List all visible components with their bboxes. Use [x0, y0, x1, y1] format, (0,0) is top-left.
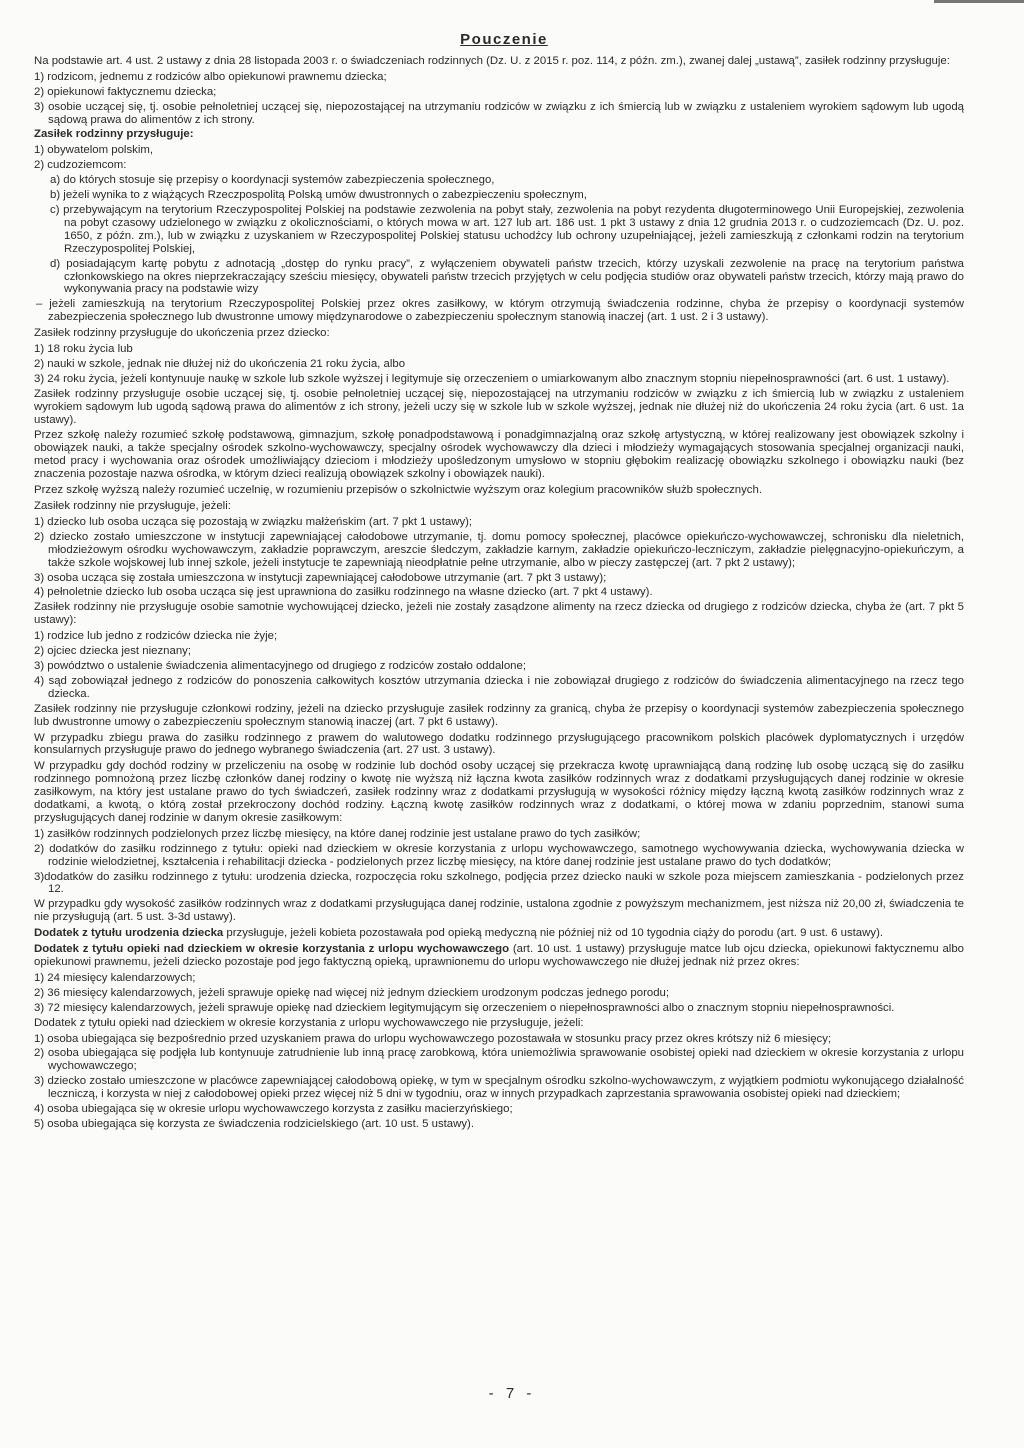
- income-paragraph: W przypadku gdy dochód rodziny w przeliczeniu na osobę w rodzinie lub dochód osoby uczącej się przekracza kwotę uprawniającą daną rodzinę lub osobę uczącą się do zasiłku rodzinnego pomnożoną przez liczbę członków danej rodziny o kwotę nie wyższą niż łączna kwota zasiłków rodzinnych wraz z dodatkami przysługujących danej rodzinie w okresie zasiłkowym, na który jest ustalane prawo do tych świadczeń, zasiłek rodzinny wraz z dodatkami przysługują w wysokości różnicy między łączną kwotą zasiłków rodzinnych wraz z dodatkami, a kwotą, o którą został przekroczony dochód rodziny. Łączną kwotę zasiłków rodzinnych wraz z dodatkami, o której mowa w zdaniu poprzednim, stanowi suma przysługujących danej rodzinie w danym okresie zasiłkowym:: [34, 760, 964, 824]
- not-eligible-item: 4) pełnoletnie dziecko lub osoba ucząca się jest uprawniona do zasiłku rodzinnego na własne dziecko (art. 7 pkt 4 ustawy).: [34, 586, 653, 599]
- single-parent-item: 4) sąd zobowiązał jednego z rodziców do ponoszenia całkowitych kosztów utrzymania dziecka i nie zobowiązał drugiego z rodziców do świadczenia alimentacyjnego na rzecz tego dziecka.: [34, 674, 964, 700]
- leave-not-item: 5) osoba ubiegająca się korzysta ze świadczenia rodzicielskiego (art. 10 ust. 5 ustawy).: [34, 1117, 475, 1130]
- birth-allowance-lead: Dodatek z tytułu urodzenia dziecka: [34, 927, 224, 940]
- intro-item: 1) rodzicom, jednemu z rodziców albo opiekunowi prawnemu dziecka;: [34, 70, 387, 83]
- single-parent-item: 2) ojciec dziecka jest nieznany;: [34, 645, 192, 658]
- page-title: Pouczenie: [460, 31, 548, 48]
- single-parent-item: 1) rodzice lub jedno z rodziców dziecka nie żyje;: [34, 630, 278, 643]
- leave-not-item: 2) osoba ubiegająca się podjęła lub kontynuuje zatrudnienie lub inną pracę zarobkową, która uniemożliwia sprawowanie osobistej opieki nad dzieckiem w okresie korzystania z urlopu wychowawczego;: [34, 1047, 964, 1073]
- foreigner-subitem: b) jeżeli wynika to z wiążących Rzeczpospolitą Polską umów dwustronnych o zabezpieczeniu społecznym,: [50, 189, 587, 202]
- childcare-leave-paragraph: [34, 943, 964, 969]
- not-eligible-item: 1) dziecko lub osoba ucząca się pozostają w związku małżeńskim (art. 7 pkt 1 ustawy);: [34, 515, 473, 528]
- leave-period-item: 2) 36 miesięcy kalendarzowych, jeżeli sprawuje opiekę nad więcej niż jednym dzieckiem urodzonym podczas jednego porodu;: [34, 986, 670, 999]
- eligibility-item: 1) obywatelom polskim,: [34, 144, 154, 157]
- foreigner-subitem: c) przebywającym na terytorium Rzeczypospolitej Polskiej na podstawie zezwolenia na pobyt stały, zezwolenia na pobyt rezydenta długoterminowego Unii Europejskiej, zezwolenia na pobyt czasowy udzielonego w związku z okolicznościami, o których mowa w art. 127 lub art. 186 ust. 1 pkt 3 ustawy z dnia 12 grudnia 2013 r. o cudzoziemcach (Dz. U. poz. 1650, z późn. zm.), lub w związku z uzyskaniem w Rzeczypospolitej Polskiej statusu uchodźcy lub ochrony uzupełniającej, jeżeli zamieszkują z członkami rodzin na terytorium Rzeczypospolitej Polskiej,: [50, 203, 964, 255]
- foreigner-subitem: d) posiadającym kartę pobytu z adnotacją „dostęp do rynku pracy”, z wyłączeniem obywateli państw trzecich, którzy uzyskali zezwolenie na pracę na terytorium państwa członkowskiego na okres nieprzekraczający sześciu miesięcy, obywateli państw trzecich przyjętych w celu podjęcia studiów oraz obywateli państw trzecich, którzy mają prawo do wykonywania pracy na podstawie wizy: [50, 257, 964, 296]
- age-item: 1) 18 roku życia lub: [34, 343, 133, 356]
- leave-period-item: 3) 72 miesięcy kalendarzowych, jeżeli sprawuje opiekę nad dzieckiem legitymującym się orzeczeniem o niepełnosprawności albo o znacznym stopniu niepełnosprawności.: [34, 1001, 895, 1014]
- income-item: 1) zasiłków rodzinnych podzielonych przez liczbę miesięcy, na które danej rodzinie jest ustalane prawo do tych zasiłków;: [34, 827, 641, 840]
- income-item: 3)dodatków do zasiłku rodzinnego z tytułu: urodzenia dziecka, rozpoczęcia roku szkolnego, podjęcia przez dziecko nauki w szkole poza miejscem zamieszkania - podzielonych przez 12.: [34, 870, 964, 896]
- section-heading-eligibility: Zasiłek rodzinny przysługuje:: [34, 128, 194, 141]
- single-parent-item: 3) powództwo o ustalenie świadczenia alimentacyjnego od drugiego z rodziców zostało oddalone;: [34, 659, 526, 672]
- leave-not-heading: Dodatek z tytułu opieki nad dzieckiem w okresie korzystania z urlopu wychowawczego nie przysługuje, jeżeli:: [34, 1016, 584, 1029]
- leave-not-item: 1) osoba ubiegająca się bezpośrednio przed uzyskaniem prawa do urlopu wychowawczego pozostawała w stosunku pracy przez okres krótszy niż 6 miesięcy;: [34, 1032, 832, 1045]
- higher-school-paragraph: Przez szkołę wyższą należy rozumieć uczelnię, w rozumieniu przepisów o szkolnictwie wyższym oraz kolegium pracowników służb społecznych.: [34, 484, 763, 497]
- intro-item: 3) osobie uczącej się, tj. osobie pełnoletniej uczącej się, niepozostającej na utrzymaniu rodziców w związku z ich śmiercią lub w związku z ustaleniem wyrokiem sądowym lub ugodą sądową prawa do alimentów z ich strony.: [34, 100, 964, 126]
- eligibility-item: 2) cudzoziemcom:: [34, 159, 127, 172]
- birth-allowance-paragraph: [34, 927, 964, 940]
- document-page: [34, 26, 964, 1133]
- leave-not-item: 3) dziecko zostało umieszczone w placówce zapewniającej całodobową opiekę, w tym w specjalnym ośrodku szkolno-wychowawczym, z wyjątkiem podmiotu wykonującego działalność leczniczą, i korzysta w niej z całodobowej opieki przez więcej niż 5 dni w tygodniu, oraz w innych przypadkach zaprzestania sprawowania osobistej opieki nad dzieckiem;: [34, 1075, 964, 1101]
- school-definition-paragraph: Przez szkołę należy rozumieć szkołę podstawową, gimnazjum, szkołę ponadpodstawową i ponadgimnazjalną oraz szkołę artystyczną, w której realizowany jest obowiązek szkolny i obowiązek nauki, a także specjalny ośrodek szkolno-wychowawczy, specjalny ośrodek wychowawczy dla dzieci i młodzieży wymagających stosowania specjalnej organizacji nauki, metod pracy i wychowania oraz ośrodek umożliwiający dzieciom i młodzieży upośledzonym umysłowo w stopniu głębokim realizację obowiązku szkolnego i obowiązku nauki (bez znaczenia pozostaje nazwa ośrodka, w którym dzieci realizują obowiązek szkolny i obowiązek nauki).: [34, 429, 964, 481]
- age-item: 2) nauki w szkole, jednak nie dłużej niż do ukończenia 21 roku życia, albo: [34, 357, 406, 370]
- intro-paragraph: Na podstawie art. 4 ust. 2 ustawy z dnia 28 listopada 2003 r. o świadczeniach rodzinnych (Dz. U. z 2015 r. poz. 114, z późn. zm.), zwanej dalej „ustawą”, zasiłek rodzinny przysługuje:: [34, 54, 950, 67]
- scan-edge-mark: [934, 0, 1024, 3]
- abroad-paragraph: Zasiłek rodzinny nie przysługuje członkowi rodziny, jeżeli na dziecko przysługuje zasiłek rodzinny za granicą, chyba że przepisy o koordynacji systemów zabezpieczenia społecznego lub dwustronne umowy o zabezpieczeniu społecznym stanowią inaczej (art. 7 pkt 6 ustawy).: [34, 702, 964, 728]
- minimum-paragraph: W przypadku gdy wysokość zasiłków rodzinnych wraz z dodatkami przysługująca danej rodzinie, ustalona zgodnie z powyższym mechanizmem, jest niższa niż 20,00 zł, świadczenia te nie przysługują (art. 5 ust. 3-3d ustawy).: [34, 898, 964, 924]
- not-eligible-item: 3) osoba ucząca się została umieszczona w instytucji zapewniającej całodobowe utrzymanie (art. 7 pkt 3 ustawy);: [34, 571, 607, 584]
- diplomat-paragraph: W przypadku zbiegu prawa do zasiłku rodzinnego z prawem do walutowego dodatku rodzinnego przysługującego pracownikom polskich placówek dyplomatycznych i urzędów konsularnych przysługuje prawo do jednego wybranego świadczenia (art. 27 ust. 3 ustawy).: [34, 731, 964, 757]
- childcare-leave-text: (art. 10 ust. 1 ustawy) przysługuje matce lub ojcu dziecka, opiekunowi faktycznemu albo opiekunowi prawnemu, jeżeli dziecko pozostaje pod jego faktyczną opieką, uprawnionemu do urlopu wychowawczego nie dłużej jednak niż przez okres:: [34, 943, 965, 968]
- foreigner-subitem: a) do których stosuje się przepisy o koordynacji systemów zabezpieczenia społecznego,: [50, 174, 495, 187]
- leave-not-item: 4) osoba ubiegająca się w okresie urlopu wychowawczego korzysta z zasiłku macierzyńskiego;: [34, 1103, 513, 1116]
- page-number: - 7 -: [488, 1385, 536, 1402]
- leave-period-item: 1) 24 miesięcy kalendarzowych;: [34, 971, 196, 984]
- age-item: 3) 24 roku życia, jeżeli kontynuuje naukę w szkole lub szkole wyższej i legitymuje się orzeczeniem o umiarkowanym albo znacznym stopniu niepełnosprawności (art. 6 ust. 1 ustawy).: [34, 372, 950, 385]
- birth-allowance-text: przysługuje, jeżeli kobieta pozostawała pod opieką medyczną nie później niż od 10 tygodnia ciąży do porodu (art. 9 ust. 6 ustawy).: [223, 927, 884, 940]
- eligibility-tail: – jeżeli zamieszkują na terytorium Rzeczypospolitej Polskiej przez okres zasiłkowy, w którym otrzymują świadczenia rodzinne, chyba że przepisy o koordynacji systemów zabezpieczenia społecznego lub dwustronne umowy międzynarodowe o zabezpieczeniu społecznym stanowią inaczej (art. 1 ust. 2 i 3 ustawy).: [36, 298, 964, 324]
- income-item: 2) dodatków do zasiłku rodzinnego z tytułu: opieki nad dzieckiem w okresie korzystania z urlopu wychowawczego, samotnego wychowywania dziecka, wychowywania dziecka w rodzinie wielodzietnej, kształcenia i rehabilitacji dziecka - podzielonych przez liczbę miesięcy, na które danej rodzinie jest ustalane prawo do tych dodatków;: [34, 842, 964, 868]
- intro-item: 2) opiekunowi faktycznemu dziecka;: [34, 85, 217, 98]
- section-heading-age: Zasiłek rodzinny przysługuje do ukończenia przez dziecko:: [34, 327, 330, 340]
- childcare-leave-lead: Dodatek z tytułu opieki nad dzieckiem w okresie korzystania z urlopu wychowawczego: [34, 943, 510, 956]
- section-heading-not-eligible: Zasiłek rodzinny nie przysługuje, jeżeli:: [34, 500, 231, 512]
- section-heading-single-parent: Zasiłek rodzinny nie przysługuje osobie samotnie wychowującej dziecko, jeżeli nie zostały zasądzone alimenty na rzecz dziecka od drugiego z rodziców dziecka, chyba że (art. 7 pkt 5 ustawy):: [34, 601, 964, 627]
- not-eligible-item: 2) dziecko zostało umieszczone w instytucji zapewniającej całodobowe utrzymanie, tj. domu pomocy społecznej, placówce opiekuńczo-wychowawczej, schronisku dla nieletnich, młodzieżowym ośrodku wychowawczym, zakładzie poprawczym, areszcie śledczym, zakładzie karnym, zakładzie opiekuńczo-leczniczym, zakładzie pielęgnacyjno-opiekuńczym, a także szkole wojskowej lub innej szkole, jeżeli instytucje te zapewniają nieodpłatnie pełne utrzymanie, albo w pieczy zastępczej (art. 7 pkt 2 ustawy);: [34, 530, 964, 569]
- learner-paragraph: Zasiłek rodzinny przysługuje osobie uczącej się, tj. osobie pełnoletniej uczącej się, niepozostającej na utrzymaniu rodziców w związku z ich śmiercią lub w związku z ustaleniem wyrokiem sądowym lub ugodą sądową prawa do alimentów z ich strony, jeżeli uczy się w szkole lub w szkole wyższej, jednak nie dłużej niż do ukończenia 24 roku życia (art. 6 ust. 1a ustawy).: [34, 387, 964, 426]
